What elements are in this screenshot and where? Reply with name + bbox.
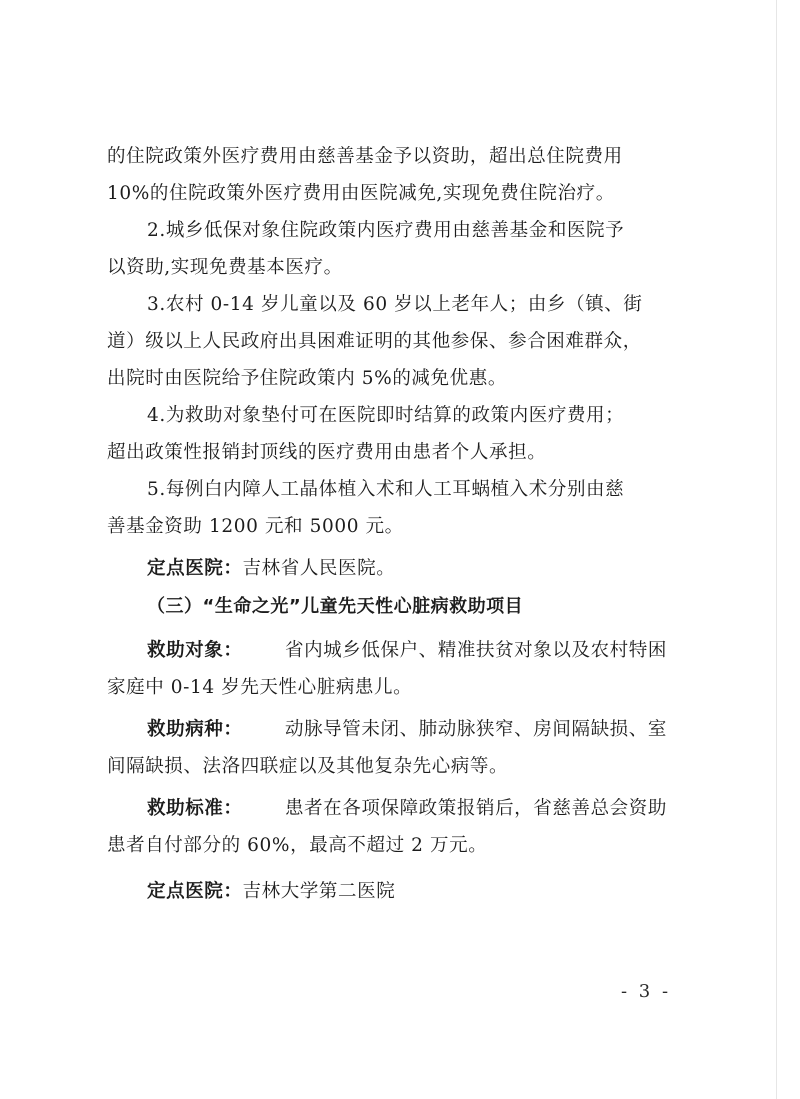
- paragraph-continuation: [107, 146, 667, 205]
- text-line: [107, 640, 667, 662]
- text-line: 2.城乡低保对象住院政策内医疗费用由慈善基金和医院予: [147, 220, 625, 241]
- paragraph-item-2: [107, 220, 667, 279]
- text-line: 4.为救助对象垫付可在医院即时结算的政策内医疗费用；: [147, 405, 625, 426]
- rescue-standard: [107, 798, 667, 857]
- designated-hospital-1: [107, 558, 667, 580]
- text-line: 道）级以上人民政府出具困难证明的其他参保、参合困难群众，: [107, 331, 642, 352]
- text-line: 3.农村 0-14 岁儿童以及 60 岁以上老年人；由乡（镇、街: [147, 294, 643, 315]
- designated-hospital-label: 定点医院：: [147, 881, 243, 902]
- page-edge-line: [776, 0, 777, 1099]
- document-body: [107, 146, 667, 903]
- text-line: 善基金资助 1200 元和 5000 元。: [107, 516, 404, 537]
- rescue-diseases-label: 救助病种：: [147, 719, 243, 740]
- text-line: 患者自付部分的 60%，最高不超过 2 万元。: [107, 835, 488, 856]
- paragraph-item-3: [107, 294, 667, 390]
- rescue-targets: [107, 640, 667, 699]
- paragraph-item-5: [107, 479, 667, 538]
- rescue-targets-label: 救助对象：: [147, 640, 243, 661]
- section-heading: （三）“生命之光”儿童先天性心脏病救助项目: [147, 596, 524, 617]
- text-line: 以资助,实现免费基本医疗。: [107, 257, 343, 278]
- designated-hospital-value: 吉林大学第二医院: [242, 881, 396, 902]
- paragraph-item-4: [107, 405, 667, 464]
- page-number: - 3 -: [621, 981, 672, 1002]
- text-line: 超出政策性报销封顶线的医疗费用由患者个人承担。: [107, 442, 547, 463]
- designated-hospital-2: [107, 881, 667, 903]
- designated-hospital-value: 吉林省人民医院。: [242, 558, 396, 579]
- text-line: [107, 719, 667, 741]
- designated-hospital-label: 定点医院：: [147, 558, 243, 579]
- rescue-targets-text: 省内城乡低保户、精准扶贫对象以及农村特困: [284, 640, 667, 661]
- rescue-standard-text: 患者在各项保障政策报销后，省慈善总会资助: [284, 798, 667, 819]
- text-line: 出院时由医院给予住院政策内 5%的减免优惠。: [107, 368, 507, 389]
- rescue-standard-label: 救助标准：: [147, 798, 243, 819]
- text-line: 间隔缺损、法洛四联症以及其他复杂先心病等。: [107, 756, 509, 777]
- text-line: 家庭中 0-14 岁先天性心脏病患儿。: [107, 677, 413, 698]
- text-line: 5.每例白内障人工晶体植入术和人工耳蜗植入术分别由慈: [147, 479, 625, 500]
- text-line: [107, 798, 667, 820]
- text-line: 10%的住院政策外医疗费用由医院减免,实现免费住院治疗。: [107, 183, 615, 204]
- text-line: 的住院政策外医疗费用由慈善基金予以资助，超出总住院费用: [107, 146, 623, 167]
- rescue-diseases-text: 动脉导管未闭、肺动脉狭窄、房间隔缺损、室: [284, 719, 667, 740]
- rescue-diseases: [107, 719, 667, 778]
